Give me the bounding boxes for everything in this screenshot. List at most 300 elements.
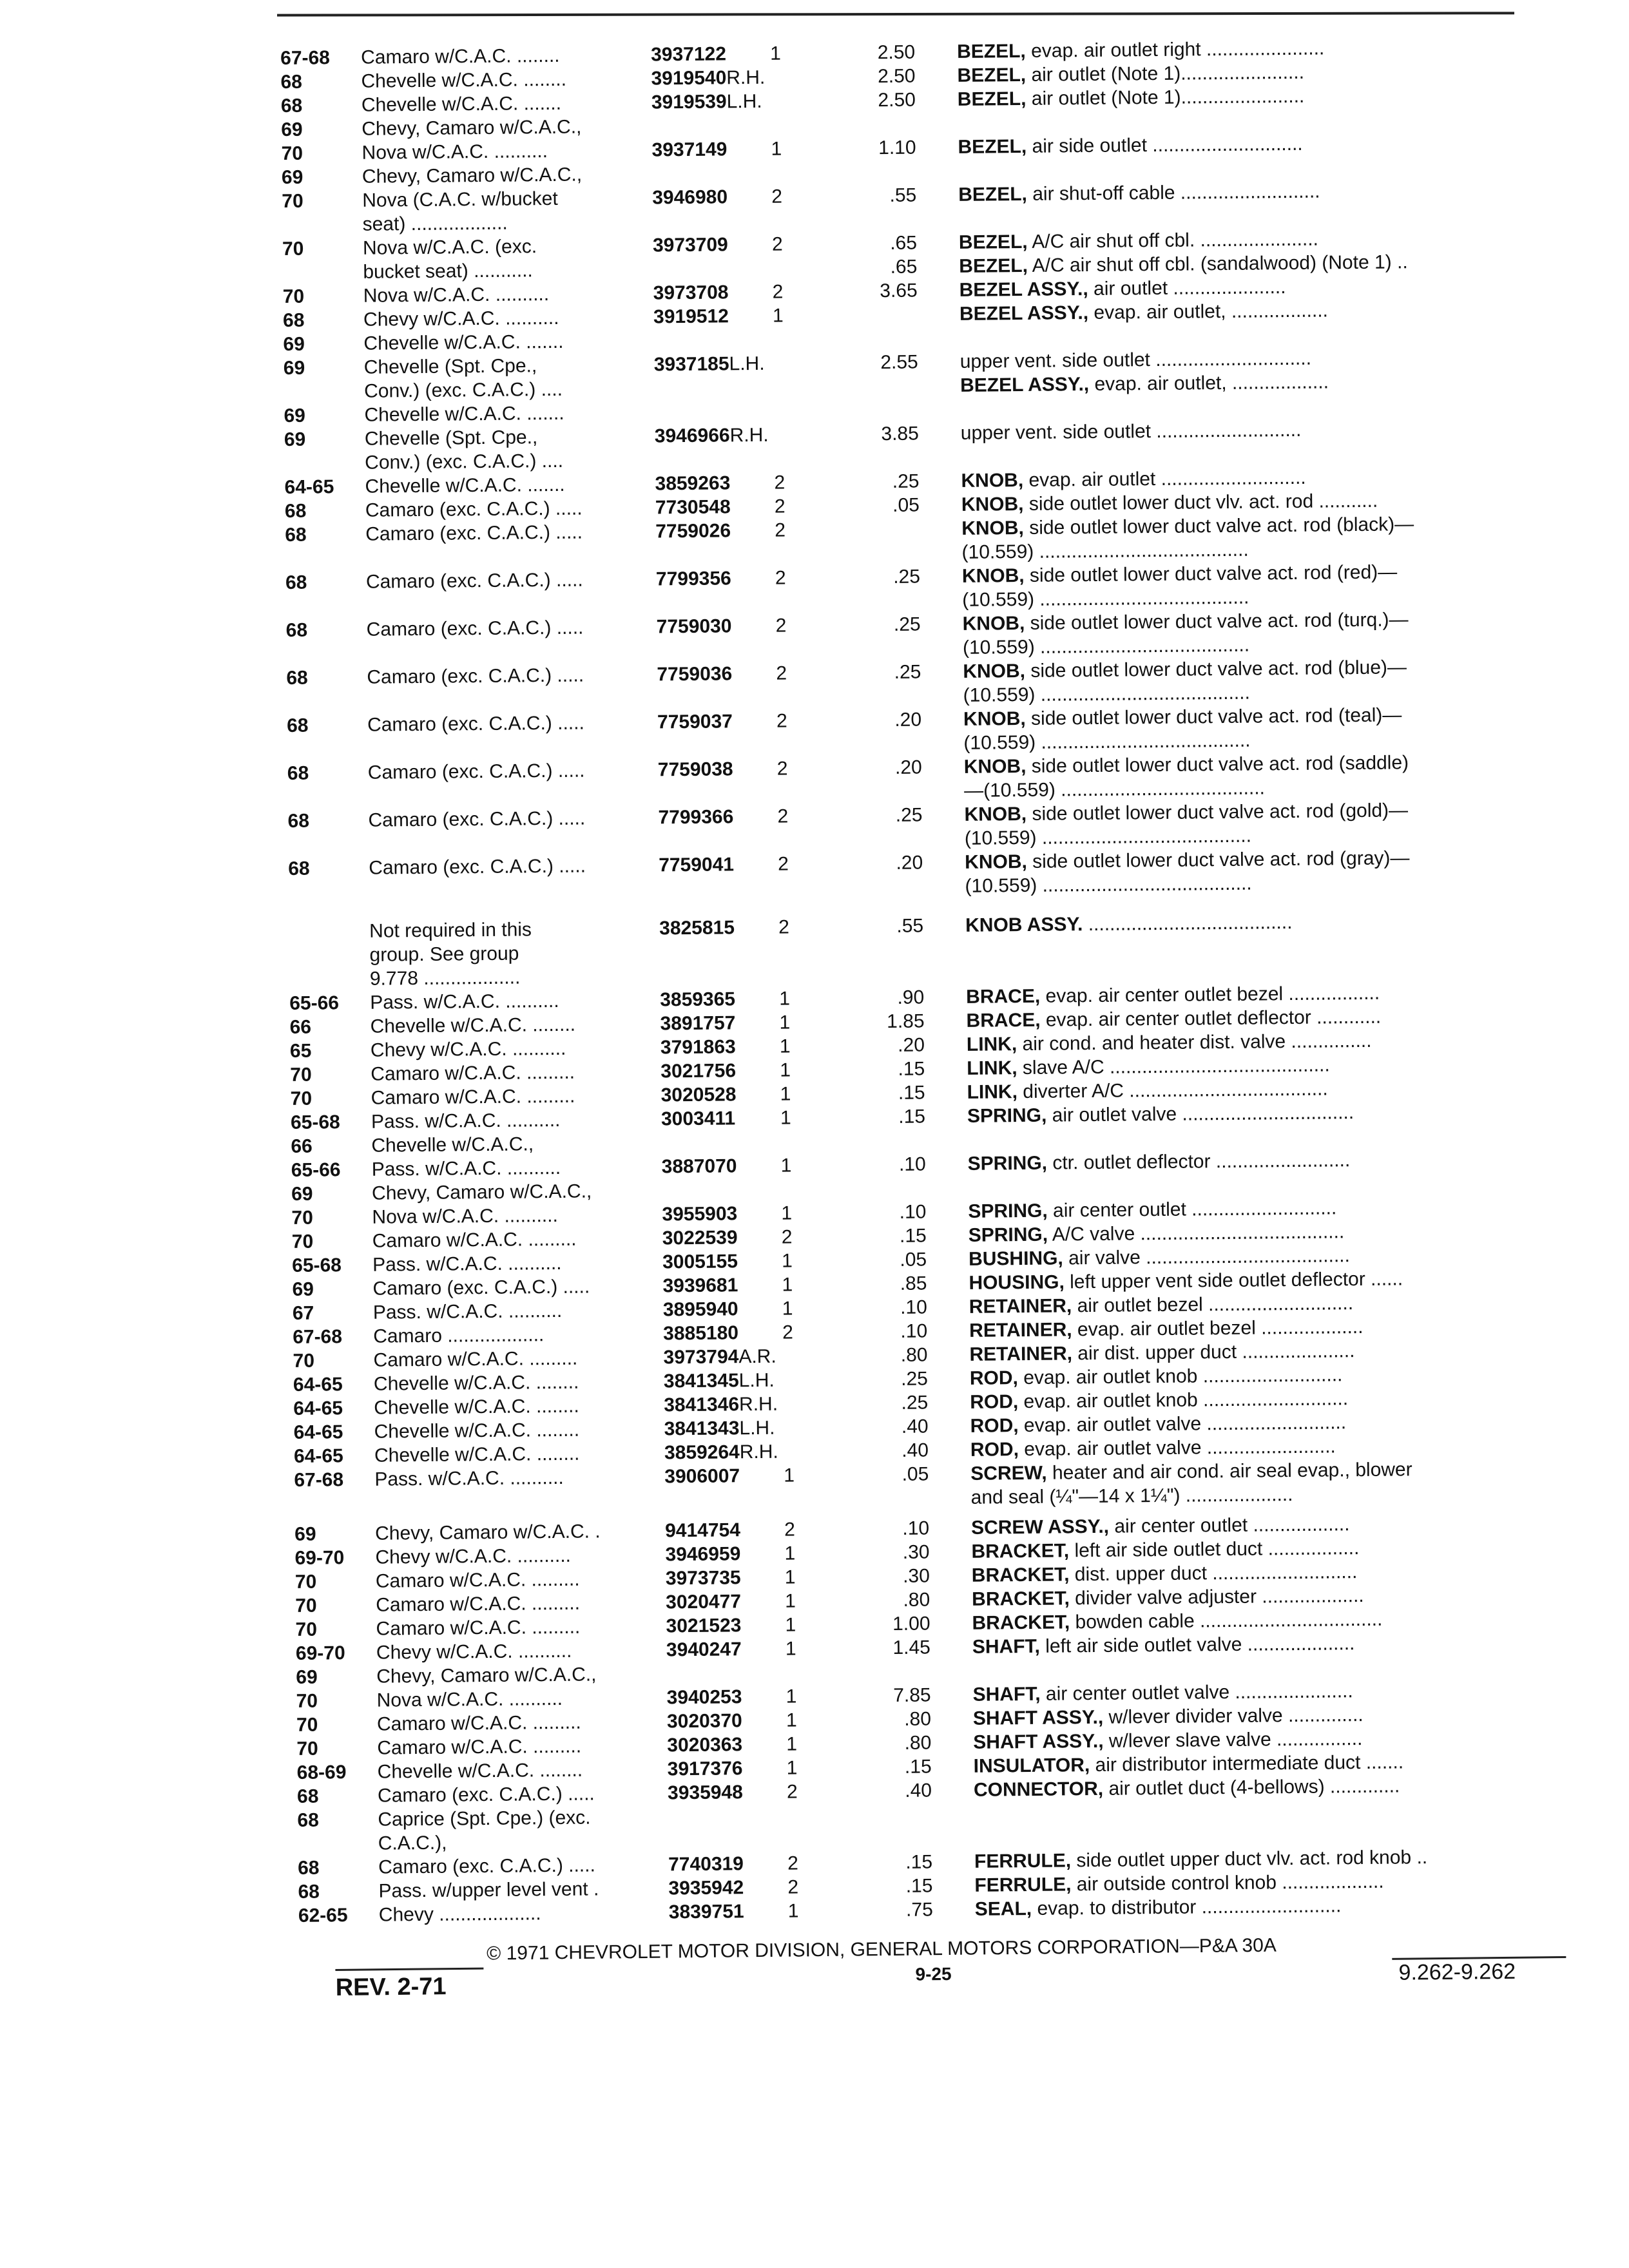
part-number — [664, 1440, 778, 1465]
list-price: .80 — [904, 1732, 932, 1754]
part-detail: evap. air center outlet bezel ................. — [1040, 982, 1380, 1007]
part-detail: air center outlet ........................... — [1047, 1197, 1337, 1222]
model-application: Camaro (exc. C.A.C.) ..... — [365, 497, 583, 521]
part-detail: upper vent. side outlet ............................. — [959, 347, 1312, 372]
part-name: ROD, — [970, 1391, 1019, 1413]
part-description — [965, 845, 1558, 898]
part-detail: evap. air outlet, .................. — [1088, 371, 1329, 395]
part-number — [667, 1733, 742, 1757]
part-detail: evap. to distributor .......................... — [1032, 1895, 1342, 1919]
model-year: 65-66 — [289, 992, 340, 1014]
quantity: 1 — [781, 1250, 793, 1272]
part-name: BRACKET, — [972, 1588, 1070, 1610]
part-detail: evap. air outlet ........................... — [1023, 466, 1306, 491]
part-detail: side outlet lower duct valve act. rod (red)— (10.559) ....................................... — [962, 561, 1398, 611]
list-price: .25 — [893, 566, 921, 588]
model-year: 68 — [285, 572, 307, 593]
model-year: 62-65 — [298, 1905, 348, 1927]
list-price: .90 — [897, 986, 925, 1008]
part-name: ROD, — [970, 1415, 1019, 1437]
quantity: 2 — [787, 1852, 798, 1874]
model-application: Camaro w/C.A.C. ......... — [376, 1592, 581, 1616]
part-number-text: 3895940 — [662, 1298, 738, 1321]
part-number-text: 3940247 — [666, 1639, 742, 1661]
model-application: Pass. w/C.A.C. .......... — [374, 1466, 564, 1490]
part-name: FERRULE, — [974, 1874, 1072, 1896]
part-detail: evap. air outlet valve ........................ — [1018, 1436, 1336, 1461]
part-number-text: 3973709 — [652, 234, 728, 256]
model-application: Camaro w/C.A.C. ......... — [375, 1568, 580, 1592]
part-detail: side outlet lower duct valve act. rod (gold)— (10.559) ....................................... — [964, 800, 1409, 849]
part-name: KNOB ASSY. — [965, 914, 1083, 936]
part-description — [962, 606, 1556, 660]
list-price: .25 — [901, 1368, 929, 1390]
part-name: RETAINER, — [969, 1319, 1072, 1341]
part-detail: upper vent. side outlet ........................... — [960, 419, 1302, 444]
part-number-text: 7759036 — [657, 663, 733, 686]
model-application: Camaro (exc. C.A.C.) ..... — [368, 807, 586, 831]
model-application: Chevelle w/C.A.C. ........ — [370, 1014, 576, 1037]
part-detail: diverter A/C ..................................... — [1017, 1078, 1328, 1103]
model-application: Chevelle w/C.A.C. ........ — [374, 1419, 580, 1443]
part-number — [653, 304, 729, 329]
part-number-text: 3020477 — [666, 1591, 742, 1613]
list-price: .10 — [899, 1201, 927, 1223]
part-number-text: 7759041 — [659, 854, 735, 876]
part-number-text: 3005155 — [662, 1251, 738, 1273]
part-detail: evap. air outlet, .................. — [1088, 300, 1329, 323]
part-number-text: 7799366 — [658, 806, 734, 829]
part-number-text: 3021756 — [660, 1060, 737, 1082]
list-price — [848, 112, 916, 113]
model-year: 67-68 — [280, 47, 331, 69]
part-name: BRACKET, — [972, 1611, 1070, 1634]
list-price: 7.85 — [893, 1684, 931, 1706]
part-name: KNOB, — [961, 517, 1025, 539]
part-detail: air outlet duct (4-bellows) ............. — [1103, 1775, 1400, 1800]
list-price — [858, 1176, 926, 1177]
model-application: Nova w/C.A.C. .......... — [372, 1204, 559, 1228]
part-number-text: 3020528 — [660, 1084, 737, 1106]
part-name: SHAFT, — [972, 1683, 1041, 1706]
part-number — [668, 1780, 743, 1805]
part-number — [660, 1059, 736, 1083]
side-designation: L.H. — [726, 90, 762, 113]
part-number — [666, 1637, 742, 1662]
part-number — [660, 1035, 736, 1059]
model-application: Camaro (exc. C.A.C.) ..... — [366, 617, 584, 640]
quantity: 2 — [776, 758, 788, 780]
quantity: 2 — [774, 472, 786, 494]
part-number — [656, 614, 731, 639]
part-detail: evap. air outlet knob ........................... — [1018, 1388, 1349, 1413]
part-number-text: 3003411 — [660, 1108, 736, 1130]
part-detail: evap. air outlet knob .......................... — [1017, 1364, 1343, 1389]
quantity: 1 — [780, 1155, 792, 1177]
part-number — [668, 1876, 744, 1900]
side-designation: L.H. — [738, 1369, 775, 1392]
part-name: RETAINER, — [969, 1343, 1073, 1365]
quantity: 2 — [774, 495, 786, 517]
part-number-text: 3022539 — [662, 1227, 738, 1249]
model-year: 68 — [285, 619, 308, 641]
list-price: 2.50 — [877, 65, 916, 88]
part-detail: side outlet lower duct valve act. rod (turq.)— (10.559) ....................................... — [962, 609, 1409, 658]
part-number — [663, 1297, 738, 1321]
quantity: 1 — [786, 1733, 798, 1755]
part-description — [963, 702, 1557, 755]
list-price: .05 — [901, 1463, 929, 1485]
part-number-text: 3946980 — [652, 186, 728, 209]
part-number — [655, 423, 769, 448]
part-number — [663, 1321, 738, 1345]
model-application: Chevelle (Spt. Cpe., Conv.) (exc. C.A.C.) .... — [364, 427, 564, 474]
model-year: 68 — [284, 500, 307, 522]
part-number-text: 3919512 — [653, 305, 729, 328]
model-year: 69 — [283, 357, 305, 379]
list-price: .40 — [905, 1780, 932, 1802]
model-year: 69 — [296, 1666, 318, 1688]
part-number — [651, 66, 765, 91]
model-year: 69 — [284, 405, 306, 427]
model-year: 68 — [280, 71, 303, 93]
quantity: 1 — [784, 1566, 796, 1588]
part-name: SHAFT ASSY., — [972, 1706, 1104, 1729]
part-number — [662, 1273, 738, 1298]
part-number — [669, 1899, 744, 1924]
model-year: 64-65 — [293, 1374, 343, 1396]
part-number-text: 3841343 — [664, 1418, 740, 1440]
quantity: 1 — [785, 1590, 796, 1612]
part-description — [975, 1892, 1568, 1921]
quantity: 1 — [786, 1686, 797, 1707]
quantity: 2 — [776, 662, 787, 684]
list-price: 1.10 — [878, 137, 916, 159]
list-price: .15 — [898, 1058, 925, 1080]
part-name: KNOB, — [962, 612, 1025, 635]
model-year: 69 — [283, 333, 305, 355]
list-price: .80 — [900, 1344, 928, 1366]
part-name: BRACKET, — [971, 1564, 1070, 1586]
model-application: Nova w/C.A.C. (exc. bucket seat) ........... — [362, 236, 537, 283]
part-number-text: 3020363 — [667, 1734, 743, 1756]
part-name: CONNECTOR, — [973, 1778, 1104, 1801]
list-price: .25 — [893, 613, 921, 635]
quantity: 1 — [779, 988, 791, 1010]
quantity: 2 — [771, 233, 783, 255]
model-year: 64-65 — [293, 1421, 343, 1443]
part-number-text: 3937122 — [650, 43, 727, 66]
model-application: Pass. w/C.A.C. .......... — [372, 1300, 563, 1323]
quantity: 1 — [785, 1638, 796, 1660]
list-price: .75 — [905, 1899, 933, 1921]
part-number-text: 3859365 — [660, 988, 736, 1011]
list-price: .65 — [890, 256, 918, 278]
model-application: Chevelle w/C.A.C., — [371, 1133, 534, 1157]
list-price: .20 — [894, 756, 922, 778]
part-detail: heater and air cond. air seal evap., blower and seal (¼"—14 x 1¼") .................... — [970, 1459, 1412, 1508]
model-application: Camaro (exc. C.A.C.) ..... — [369, 855, 586, 879]
part-name: SPRING, — [968, 1224, 1048, 1246]
quantity: 1 — [785, 1614, 796, 1636]
part-number-text: 3919539 — [651, 91, 727, 113]
part-number-text: 3955903 — [662, 1203, 738, 1225]
side-designation: A.R. — [738, 1345, 776, 1368]
model-year: 70 — [295, 1595, 317, 1617]
model-application: Camaro w/C.A.C. ......... — [376, 1711, 581, 1735]
part-description — [963, 654, 1556, 707]
list-price: 1.45 — [892, 1637, 931, 1658]
model-year: 70 — [281, 142, 304, 164]
side-designation: R.H. — [729, 424, 769, 447]
footer-rule-left — [335, 1968, 483, 1971]
part-number-text: 7799356 — [655, 568, 731, 590]
part-number — [664, 1392, 778, 1418]
part-detail: air center outlet valve ...................... — [1040, 1680, 1353, 1705]
parts-list — [280, 34, 1587, 1928]
revision-label: REV. 2-71 — [335, 1973, 447, 2001]
quantity: 1 — [771, 138, 782, 160]
model-application: Camaro w/C.A.C. ......... — [373, 1347, 578, 1371]
part-number — [660, 1082, 736, 1107]
list-price: .05 — [900, 1249, 927, 1271]
part-description — [961, 416, 1554, 445]
part-number — [664, 1416, 775, 1441]
model-year: 64-65 — [293, 1398, 343, 1419]
part-number-text: 3841346 — [664, 1394, 740, 1416]
model-application: Chevy w/C.A.C. .......... — [370, 1037, 566, 1061]
part-number-text: 9414754 — [664, 1519, 741, 1542]
part-detail: w/lever divider valve .............. — [1103, 1704, 1364, 1728]
model-application: Chevy w/C.A.C. .......... — [363, 307, 559, 331]
part-name: BEZEL, — [956, 40, 1026, 62]
part-detail: w/lever slave valve ................ — [1103, 1728, 1363, 1752]
list-price: .25 — [894, 661, 921, 683]
model-application: Nova w/C.A.C. .......... — [376, 1687, 563, 1711]
quantity: 1 — [784, 1465, 795, 1486]
model-year: 70 — [296, 1714, 318, 1736]
part-number-text: 3937149 — [651, 139, 728, 161]
part-number — [655, 519, 731, 543]
model-application: Pass. w/C.A.C. .......... — [372, 1252, 562, 1276]
list-price: .10 — [898, 1153, 926, 1175]
model-year: 68 — [286, 715, 309, 736]
model-year: 65-68 — [290, 1111, 340, 1133]
page-number: 9-25 — [915, 1963, 952, 1984]
list-price: 1.00 — [892, 1613, 930, 1635]
part-name: SCREW, — [970, 1462, 1047, 1485]
part-name: KNOB, — [961, 493, 1024, 515]
model-application: Chevelle (Spt. Cpe., Conv.) (exc. C.A.C.) .... — [363, 355, 563, 402]
part-description — [958, 177, 1551, 207]
model-year: 69-70 — [295, 1642, 345, 1664]
model-application: Pass. w/upper level vent . — [378, 1878, 599, 1902]
part-name: FERRULE, — [974, 1850, 1072, 1872]
part-number — [653, 233, 728, 257]
quantity: 2 — [786, 1781, 798, 1803]
model-application: Camaro (exc. C.A.C.) ..... — [367, 664, 584, 688]
list-price: 2.50 — [877, 41, 916, 64]
quantity: 1 — [780, 1083, 791, 1105]
part-number — [662, 1202, 737, 1226]
list-price: .80 — [903, 1589, 930, 1611]
model-application: Camaro (exc. C.A.C.) ..... — [365, 521, 583, 545]
part-number — [661, 1106, 735, 1131]
list-price: .20 — [894, 709, 922, 731]
model-year: 67 — [292, 1302, 314, 1324]
list-price: .15 — [898, 1082, 925, 1104]
part-detail: side outlet lower duct vlv. act. rod ........... — [1023, 490, 1378, 515]
part-number-text: 3939681 — [662, 1274, 738, 1297]
model-year: 68 — [287, 810, 310, 832]
part-name: BRACKET, — [971, 1540, 1070, 1562]
part-detail: side outlet lower duct valve act. rod (saddle) —(10.559) ...................................... — [963, 752, 1409, 802]
model-year: 66 — [291, 1135, 313, 1157]
part-detail: side outlet lower duct valve act. rod (blue)— (10.559) ....................................... — [963, 657, 1407, 706]
part-name: KNOB, — [965, 850, 1028, 873]
part-number-text: 3973735 — [665, 1567, 741, 1590]
part-name: INSULATOR, — [973, 1754, 1090, 1777]
part-number-text: 7759026 — [655, 520, 731, 543]
part-number — [660, 987, 735, 1012]
part-number-text: 3940253 — [666, 1686, 742, 1709]
quantity: 2 — [781, 1226, 793, 1248]
part-number-text: 7759038 — [657, 758, 733, 781]
part-name: KNOB, — [963, 660, 1026, 682]
part-number-text: 3885180 — [663, 1322, 739, 1345]
part-detail: air dist. upper duct ..................... — [1072, 1340, 1355, 1365]
model-application: Chevy w/C.A.C. .......... — [375, 1544, 572, 1568]
part-name: KNOB, — [964, 803, 1027, 825]
list-price: .15 — [905, 1851, 933, 1873]
part-name: KNOB, — [963, 755, 1027, 778]
model-year: 70 — [296, 1690, 318, 1712]
model-year: 68 — [282, 309, 305, 331]
quantity: 1 — [779, 1012, 791, 1033]
part-detail: air cond. and heater dist. valve ............... — [1017, 1030, 1372, 1055]
model-year: 65-68 — [292, 1254, 342, 1276]
part-description — [964, 749, 1557, 803]
list-price: .25 — [901, 1392, 929, 1414]
model-year: 70 — [282, 190, 304, 212]
page-footer — [335, 1932, 1572, 2001]
model-year: 69 — [292, 1278, 314, 1300]
part-detail: air outlet ..................... — [1088, 276, 1286, 300]
part-name: BUSHING, — [968, 1247, 1063, 1270]
model-application: Chevelle w/C.A.C. ........ — [361, 68, 567, 92]
quantity: 1 — [780, 1059, 791, 1081]
model-application: Chevelle w/C.A.C. ....... — [363, 331, 564, 354]
part-description — [964, 797, 1557, 850]
part-number — [657, 662, 732, 686]
model-year: 68 — [286, 667, 308, 689]
quantity: 1 — [772, 305, 784, 327]
part-number — [651, 42, 726, 66]
part-detail: air valve ...................................... — [1063, 1245, 1351, 1269]
part-number — [662, 1249, 738, 1274]
model-year: 68 — [280, 95, 303, 117]
part-number-text: 7759037 — [657, 711, 733, 733]
model-year: 68 — [297, 1857, 320, 1879]
model-year: 69 — [284, 428, 306, 450]
list-price: 2.50 — [878, 89, 916, 111]
list-price — [864, 1802, 932, 1803]
model-year: 70 — [295, 1619, 318, 1640]
part-detail: air outlet bezel ........................... — [1072, 1293, 1354, 1317]
model-year: 69 — [294, 1523, 316, 1545]
list-price: .15 — [905, 1875, 933, 1897]
part-number-text: 3946966 — [654, 425, 730, 447]
list-price: .85 — [900, 1273, 927, 1294]
model-application: Chevy, Camaro w/C.A.C., — [361, 164, 583, 187]
part-description — [961, 511, 1555, 564]
model-year: 70 — [291, 1231, 314, 1253]
quantity: 1 — [781, 1202, 793, 1224]
part-number — [654, 352, 765, 377]
list-price: .15 — [899, 1225, 927, 1247]
part-description — [962, 559, 1556, 612]
part-name: BEZEL, — [957, 64, 1027, 86]
model-year: 68 — [297, 1809, 319, 1831]
part-name: KNOB, — [963, 707, 1026, 730]
part-number-text: 3917376 — [667, 1758, 743, 1780]
part-number-text: 3937185 — [653, 353, 729, 376]
part-detail: side outlet upper duct vlv. act. rod knob .. — [1070, 1847, 1428, 1872]
model-application: Camaro w/C.A.C. ......... — [377, 1735, 582, 1759]
model-year: 65-66 — [291, 1159, 341, 1181]
model-application: Nova w/C.A.C. .......... — [361, 140, 548, 164]
part-name: BRACE, — [966, 985, 1041, 1008]
part-detail: left air side outlet duct ................. — [1068, 1537, 1360, 1562]
list-price: .65 — [890, 232, 918, 254]
model-year: 70 — [282, 285, 305, 307]
part-name: BEZEL, — [957, 88, 1027, 110]
part-name: SPRING, — [968, 1200, 1048, 1222]
side-designation: L.H. — [739, 1417, 775, 1439]
part-detail: evap. air outlet valve .......................... — [1018, 1412, 1347, 1437]
part-name: KNOB, — [961, 469, 1024, 492]
part-detail: air outlet (Note 1)....................... — [1026, 85, 1305, 110]
part-number-text: 3020370 — [666, 1710, 742, 1733]
quantity: 2 — [778, 853, 789, 875]
quantity: 2 — [784, 1519, 795, 1541]
list-price — [858, 1128, 925, 1129]
model-year: 69-70 — [294, 1547, 345, 1569]
part-name: SPRING, — [967, 1104, 1047, 1127]
list-price: .30 — [902, 1565, 930, 1587]
model-year: 70 — [294, 1571, 317, 1593]
part-number — [666, 1685, 742, 1709]
model-year: 66 — [289, 1016, 312, 1038]
part-number — [667, 1709, 742, 1733]
part-detail: evap. air center outlet deflector ............ — [1040, 1006, 1382, 1031]
list-price: .55 — [896, 915, 924, 937]
part-description — [965, 908, 1558, 937]
model-application: Nova (C.A.C. w/bucket seat) .................. — [362, 187, 558, 235]
part-name: ROD, — [969, 1367, 1019, 1389]
model-application: Pass. w/C.A.C. .......... — [371, 1109, 561, 1133]
model-application: Chevelle w/C.A.C. ....... — [365, 474, 565, 497]
list-price: .25 — [895, 804, 923, 826]
part-name: RETAINER, — [969, 1295, 1072, 1318]
quantity: 2 — [772, 281, 784, 303]
quantity: 1 — [786, 1757, 798, 1779]
list-price — [851, 398, 918, 399]
part-number — [665, 1542, 740, 1566]
part-number-text: 3887070 — [661, 1155, 737, 1178]
part-detail: A/C air shut off cbl. (sandalwood) (Note 1) .. — [1027, 251, 1408, 276]
part-number-text: 3906007 — [664, 1465, 740, 1488]
